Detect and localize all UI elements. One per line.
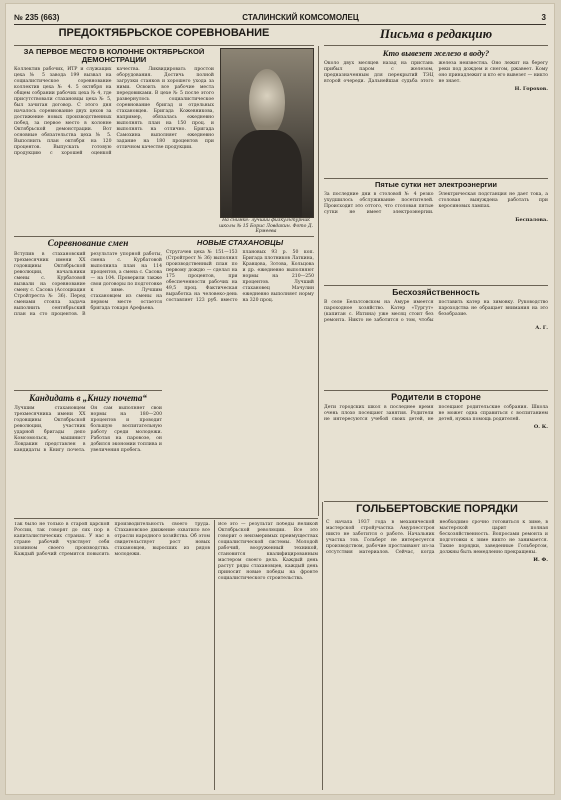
masthead <box>14 10 546 25</box>
page-number: 3 <box>541 12 546 22</box>
iron-letter: Кто вывезет железо в воду? Около двух месяцев назад на пристань прибыл паром с железом, предназначенным для перекрытий ТЭЦ второй очереди. Дальнейшая судьба этого железа неизвестна. Оно лежит на берегу реки под дождем и снегом, ржавеет. Кому оно принадлежит и кто его вывезет — никто не знает. Н. Горохов. <box>324 48 548 92</box>
bottom-mid-article: Все это — результат победы Великой Октябрьской революции. Все это говорит о неизмеримых преимуществах социалистической системы. Молодой рабочий, вооруженный техникой, становится квалифицированным мастером своего дела. Каждый день растут ряды стахановцев, каждый день приносит новые победы на фронте социалистического строительства. <box>218 522 318 581</box>
candidate-article: Кандидать в „Книгу почета“ Лучшим стахановцем трехмесячника имени XX годовщины Октябрьской революции, участник ударной бригады депо Комсомольск, машинист Ловдакин представлен в кандидаты в Книгу почета. Он сам выполняет свои нормы на 180—200 процентов и проводит большую воспитательную работу среди молодежи. Работая на паровозе, он добился экономии топлива и увеличения пробега. <box>14 393 162 453</box>
first-place-article: ЗА ПЕРВОЕ МЕСТО В КОЛОННЕ ОКТЯБРЬСКОЙ ДЕМОНСТРАЦИИ Коллектив рабочих, ИТР и служащих цеха № 5 завода 199 вызвал на социалистическое соревнование коллектив цеха № 4. 5 октября на общем собрании рабочих цеха № 4, где присутствовали стахановцы цеха № 5, был зачитан договор. С этого дня началось соревнование двух цехов за достижение новых производственных побед, за первое место в колонне Октябрьской демонстрации. Вот основные обязательства цеха № 5. Выполнить план октября на 120 процентов. Выпускать готовую продукцию с хорошей оценкой качества. Ликвидировать простои оборудования. Достичь полной загрузки станков и хорошего ухода за ними. Освоить все рабочие места передовиками. В цехе № 5 после этого развернулось социалистическое соревнование бригад и отдельных стахановцев. Бригада Кожевникова, например, обязалась ежедневно выполнять план на 150 проц. и выполнять на отлично. Бригада Самохина выполняет ежедневно задание на 180 процентов при отличном качестве продукции. <box>14 48 214 156</box>
carelessness-letter: Бесхозяйственность В селе Бельтсовском на Амуре имеется пароходное хозяйство. Катер «Тургут» (капитан с. Ихтина) уже месяц стоит без ремонта. Никто не заботится о том, чтобы поставить катер на зимовку. Руководство пароходства не обращает внимания на это безобразие. А. Г. <box>324 288 548 331</box>
fifth-day-letter: Пятые сутки нет электроэнергии За последние дни в столовой № 4 резко ухудшилось обслуживание посетителей. Происходит это оттого, что столовая пятые сутки не имеет электроэнергии. Электрическая подстанция не дает тока, а столовая вынуждена работать при керосиновых лампах. Беспалова. <box>324 181 548 223</box>
letters-header: Письма в редакцию <box>379 26 493 41</box>
issue-number: № 235 (663) <box>14 12 60 22</box>
first-place-text: Коллектив рабочих, ИТР и служащих цеха № 5 завода 199 вызвал на социалистическое соревнование коллектив цеха № 4. 5 октября на общем собрании рабочих цеха № 4, где присутствовали стахановцы цеха № 5, был зачитан договор. С этого дня началось соревнование двух цехов за достижение новых производственных побед, за первое место в колонне Октябрьской демонстрации. Вот основные обязательства цеха № 5. Выполнить план октября на 120 процентов. Выпускать готовую продукцию с хорошей оценкой качества. Ликвидировать простои оборудования. Достичь полной загрузки станков и хорошего ухода за ними. Освоить все рабочие места передовиками. В цехе № 5 после этого развернулось социалистическое соревнование бригад и отдельных стахановцев. Бригада Кожевникова, например, обязалась ежедневно выполнять план на 150 проц. и выполнять на отлично. Бригада Самохина выполняет ежедневно задание на 180 процентов при отличном качестве продукции. <box>14 66 214 156</box>
newspaper-name: СТАЛИНСКИЙ КОМСОМОЛЕЦ <box>242 12 359 22</box>
shift-competition-article: Соревнование смен Вступив в стахановский трехмесячник имени XX годовщины Октябрьской революции, начальники смены с. Курбатовой вызвали на соревнование смену с. Сасова (Ассоциация Стройтреста № 36). Перед сменами стояла задача выполнить сентябрьский план на сто процентов. В результате упорной работы, смена с. Курбатовой выполнила план на 114 процентов, а смена с. Сасова — на 104. Проверили также свои договоры по подготовке к зиме. Лучшим стахановцем из смены на первом месте остается бригада токаря Арефьева. <box>14 239 162 317</box>
parents-letter: Родители в стороне Дети городских школ в последнее время очень плохо посещают занятия. Родители не интересуются учебой своих детей, не посещают родительские собрания. Школа не может одна справиться с воспитанием детей, нужна помощь родителей. О. К. <box>324 393 548 431</box>
photo-caption: На снимке: лучший физкультурник школы № 15 Борис Ловдакин. Фото Д. Ермеева <box>218 218 314 235</box>
bottom-left-article: Так было не только в старой царской России, так говорят до сих пор в капиталистических странах. У нас в стране рабочий чувствует себя хозяином своего производства. Каждый рабочий стремится повысить производительность своего труда. Стахановское движение охватило все отрасли народного хозяйства. Об этом свидетельствует рост новых стахановцев, выросших из рядов молодежи. <box>14 522 210 557</box>
stakhanovites-article: НОВЫЕ СТАХАНОВЦЫ Стругачев цеха № 151—153 (Стройтрест № 36) выполнил производственный план по первому дождю — сделал на 175 процентов, при обеспеченности рабочих на 49,5 проц. Фактическая выработка на человеко-день составляет 123 руб. вместо плановых 93 р. 50 коп. Бригада плотников Латкина, Кравцова, Зотова, Кольцова и др. ежедневно выполняют нормы на 210—250 процентов. Лучший стахановец Мачулин ежедневно выполняет норму на 320 проц. <box>166 239 314 303</box>
competition-header: ПРЕДОКТЯБРЬСКОЕ СОРЕВНОВАНИЕ <box>58 28 270 39</box>
goldberg-article: ГОЛЬБЕРТОВСКИЕ ПОРЯДКИ С начала 1937 года в механической мастерской стройучастка Амурлесстроя никто не заботится о работе. Начальник участка тов. Гольберт не интересуется производством, рабочие простаивают из-за отсутствия материалов. Сейчас, когда необходимо срочно готовиться к зиме, в мастерской царит полная бесхозяйственность. Вопросами ремонта и подготовки к зиме никто не занимается. Такие порядки, заведенные Гольбертом, должны быть немедленно прекращены. И. Ф. <box>326 504 548 563</box>
athlete-photo <box>220 48 314 218</box>
newspaper-page <box>6 4 554 794</box>
